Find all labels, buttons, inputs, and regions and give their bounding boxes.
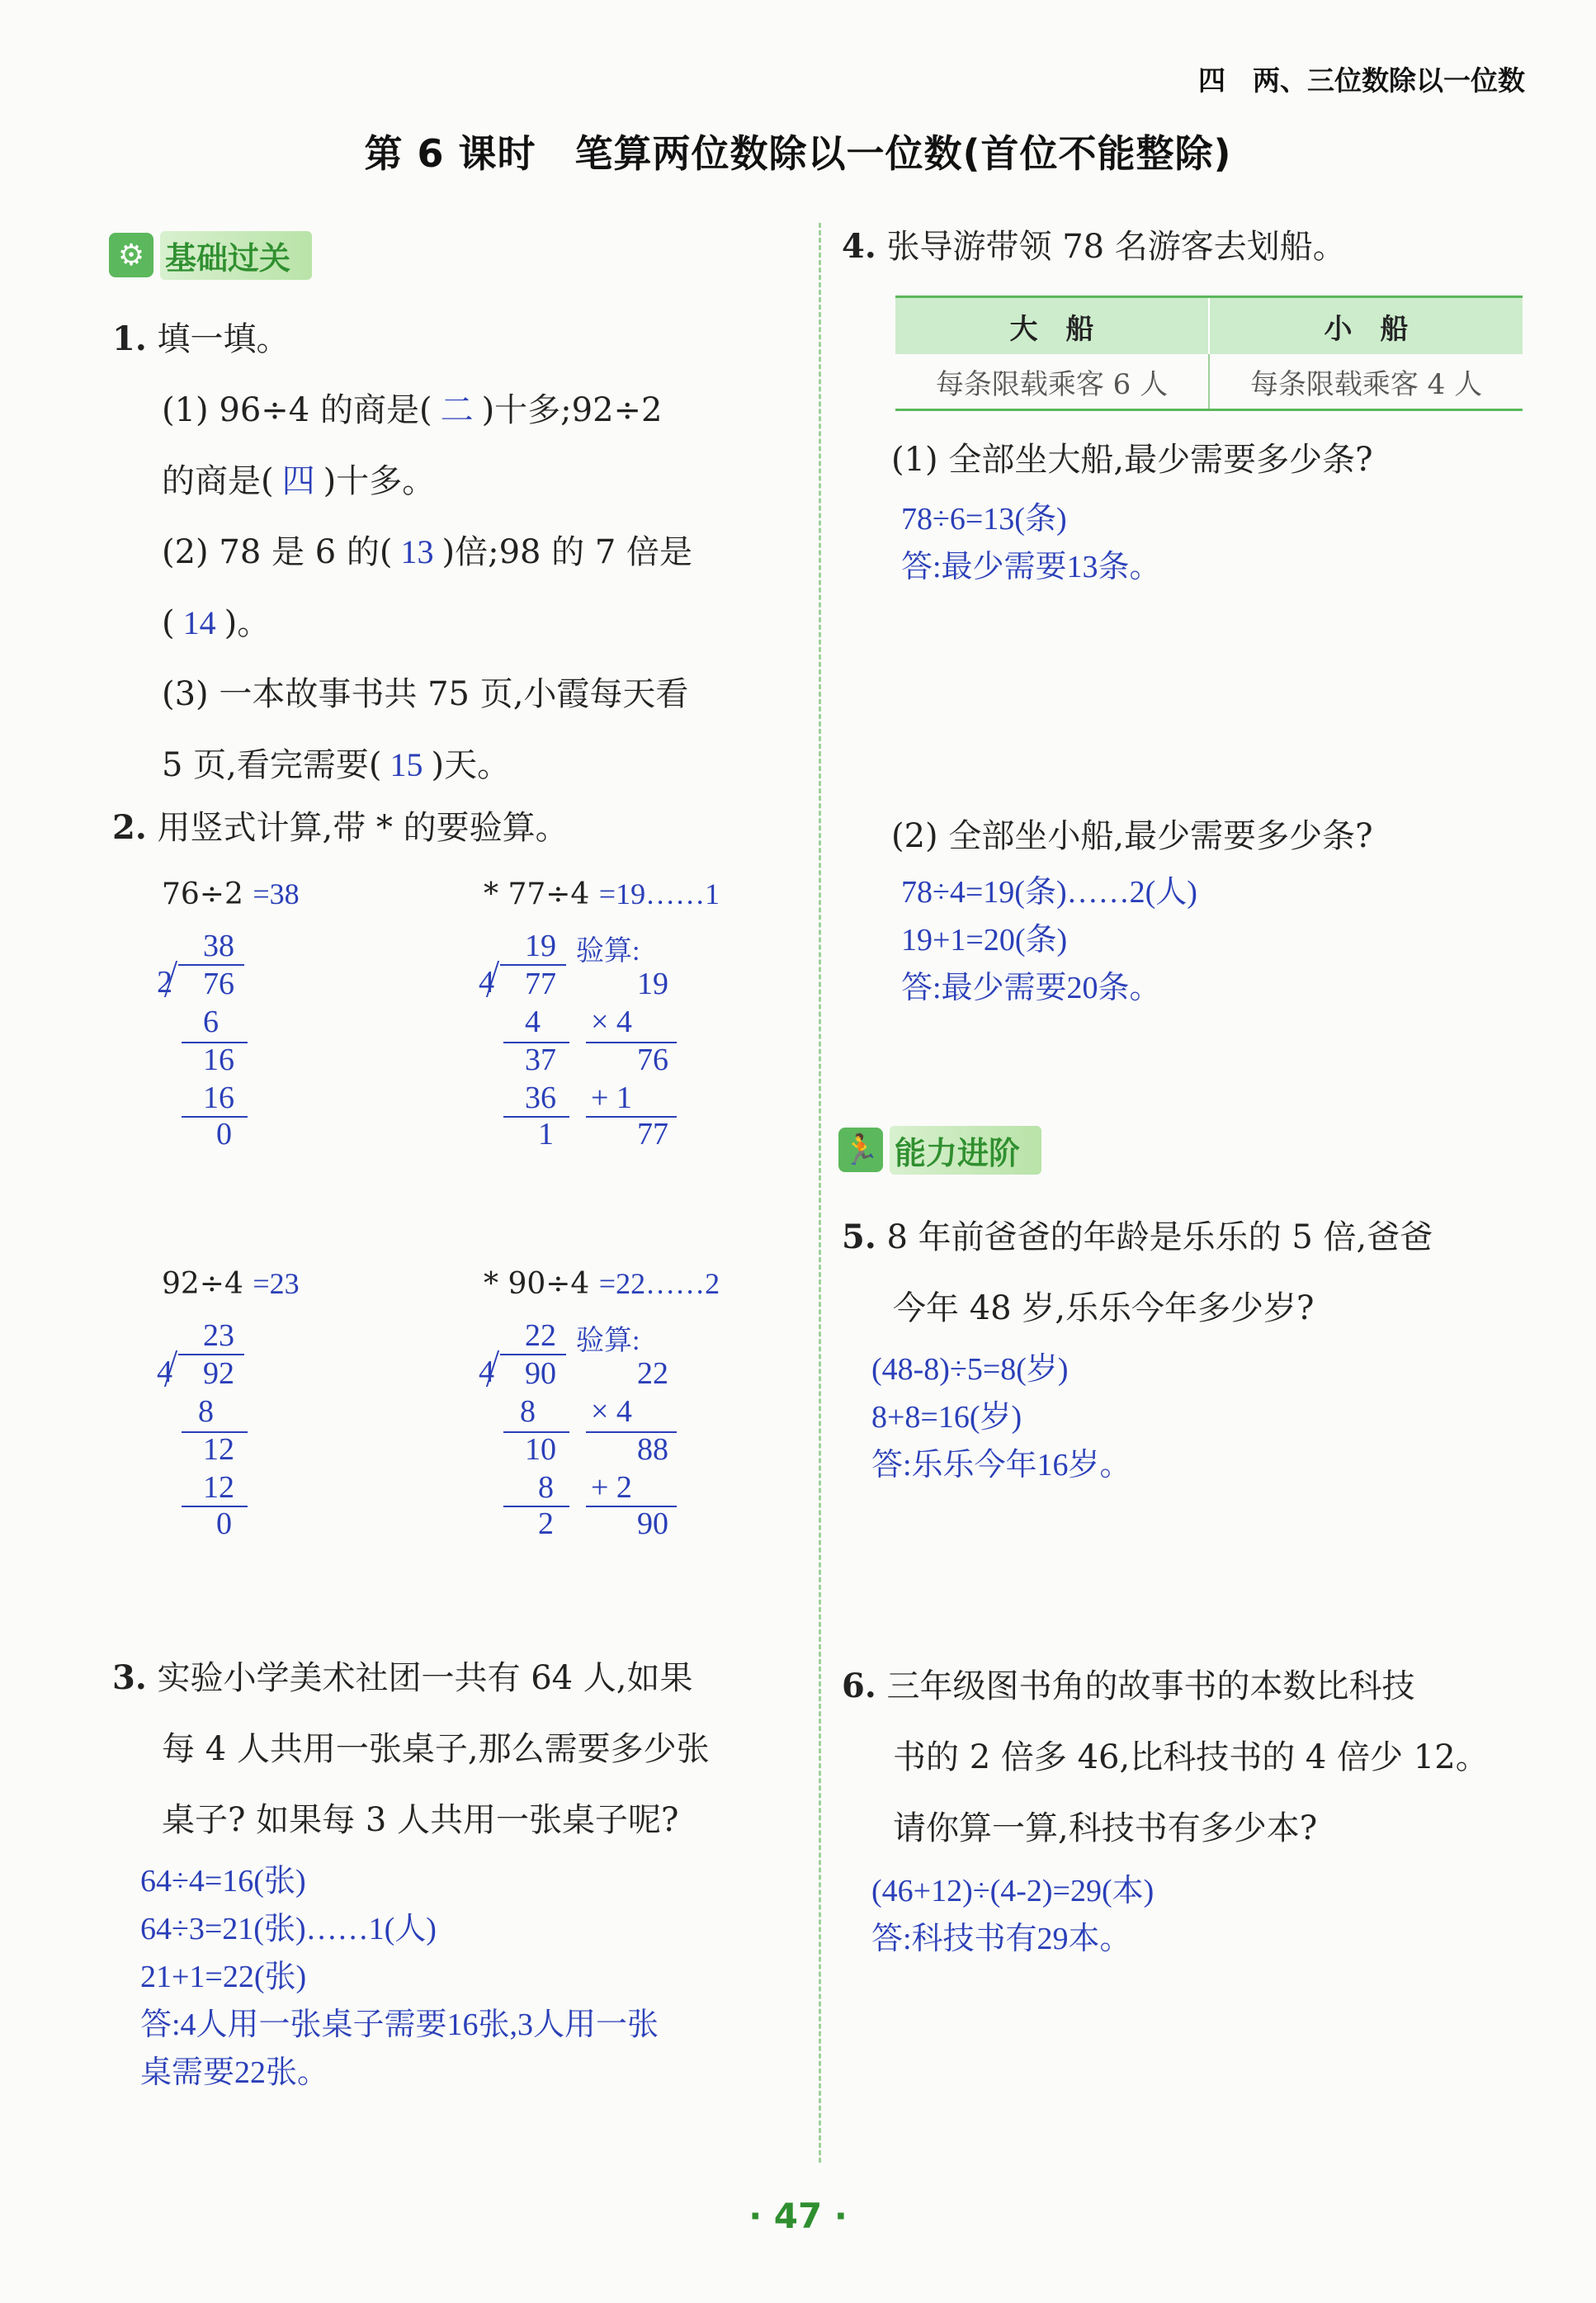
expression-result: =23 bbox=[253, 1267, 300, 1300]
question-number: 6. bbox=[842, 1667, 876, 1705]
long-division-2: 19 验算: 4 77 4 37 36 1 19 × 4 76 + 1 77 bbox=[479, 928, 693, 1159]
question-number: 5. bbox=[842, 1218, 876, 1256]
long-division-4: 22 验算: 4 90 8 10 8 2 22 × 4 88 + 2 90 bbox=[479, 1317, 693, 1549]
question-number: 2. bbox=[112, 808, 147, 847]
check-label: 验算: bbox=[576, 1326, 640, 1356]
q4-part-2: (2) 全部坐小船,最少需要多少条? bbox=[891, 817, 1373, 855]
expression-4: * 90÷4 =22……2 bbox=[484, 1267, 720, 1301]
q1-line-3: (2) 78 是 6 的( 13 )倍;98 的 7 倍是 bbox=[112, 517, 805, 588]
gear-icon: ⚙ bbox=[109, 233, 153, 277]
question-title: 填一填。 bbox=[157, 320, 290, 358]
q1-line-1: (1) 96÷4 的商是( 二 )十多;92÷2 bbox=[112, 375, 805, 446]
expression-result: =19……1 bbox=[598, 877, 720, 910]
question-3: 3. 实验小学美术社团一共有 64 人,如果 每 4 人共用一张桌子,那么需要多少张 桌子? 如果每 3 人共用一张桌子呢? bbox=[112, 1658, 710, 1839]
table-header-small-boat: 小 船 bbox=[1209, 297, 1523, 355]
running-figure-icon: 🏃 bbox=[838, 1128, 883, 1172]
question-1 bbox=[112, 304, 805, 801]
q5-answer: (48-8)÷5=8(岁) 8+8=16(岁) 答:乐乐今年16岁。 bbox=[871, 1352, 1131, 1483]
question-number: 4. bbox=[842, 227, 876, 266]
section-label: 能力进阶 bbox=[890, 1126, 1041, 1175]
expression-3: 92÷4 =23 bbox=[162, 1267, 300, 1301]
column-divider bbox=[819, 223, 821, 2163]
q1-line-2: 的商是( 四 )十多。 bbox=[112, 446, 805, 517]
question-5: 5. 8 年前爸爸的年龄是乐乐的 5 倍,爸爸 今年 48 岁,乐乐今年多少岁? bbox=[842, 1218, 1433, 1327]
question-2-title bbox=[112, 792, 569, 863]
q4-answer-1: 78÷6=13(条) 答:最少需要13条。 bbox=[901, 502, 1161, 584]
answer-blank: 13 bbox=[400, 533, 434, 570]
q3-answer: 64÷4=16(张) 64÷3=21(张)……1(人) 21+1=22(张) 答:4人用一张桌子需要16张,3人用一张 桌需要22张。 bbox=[140, 1864, 659, 2090]
long-division-3: 23 4 92 8 12 12 0 bbox=[157, 1317, 264, 1532]
expression-result: =38 bbox=[253, 877, 300, 910]
table-header-big-boat: 大 船 bbox=[895, 297, 1209, 355]
question-number: 1. bbox=[112, 319, 147, 358]
q1-line-4: ( 14 )。 bbox=[112, 588, 805, 659]
question-4-title: 4. 张导游带领 78 名游客去划船。 bbox=[842, 227, 1346, 266]
q1-line-5: (3) 一本故事书共 75 页,小霞每天看 bbox=[162, 675, 689, 713]
section-badge-advanced bbox=[838, 1124, 1041, 1175]
q6-answer: (46+12)÷(4-2)=29(本) 答:科技书有29本。 bbox=[871, 1874, 1155, 1956]
boat-table bbox=[895, 296, 1523, 411]
long-division-1: 38 2 76 6 16 16 0 bbox=[157, 928, 264, 1142]
expression-1: 76÷2 =38 bbox=[162, 877, 300, 911]
q4-part-1: (1) 全部坐大船,最少需要多少条? bbox=[891, 441, 1373, 479]
answer-blank: 四 bbox=[281, 462, 315, 499]
q4-answer-2: 78÷4=19(条)……2(人) 19+1=20(条) 答:最少需要20条。 bbox=[901, 875, 1197, 1005]
check-label: 验算: bbox=[576, 936, 640, 967]
lesson-title: 第 6 课时 笔算两位数除以一位数(首位不能整除) bbox=[364, 131, 1232, 176]
section-badge-basic bbox=[109, 229, 312, 281]
page-number: · 47 · bbox=[748, 2196, 848, 2236]
expression-result: =22……2 bbox=[598, 1267, 720, 1300]
answer-blank: 二 bbox=[440, 391, 474, 428]
table-cell: 每条限载乘客 6 人 bbox=[895, 354, 1209, 410]
expression-2: * 77÷4 =19……1 bbox=[484, 877, 720, 911]
question-title: 用竖式计算,带 * 的要验算。 bbox=[157, 809, 569, 847]
question-6: 6. 三年级图书角的故事书的本数比科技 书的 2 倍多 46,比科技书的 4 倍少 12。 请你算一算,科技书有多少本? bbox=[842, 1667, 1489, 1847]
section-label: 基础过关 bbox=[160, 231, 312, 280]
table-cell: 每条限载乘客 4 人 bbox=[1209, 354, 1523, 410]
answer-blank: 15 bbox=[390, 746, 423, 783]
chapter-title: 四 两、三位数除以一位数 bbox=[1198, 64, 1525, 97]
question-number: 3. bbox=[112, 1658, 147, 1697]
answer-blank: 14 bbox=[182, 604, 216, 641]
q1-line-6: 5 页,看完需要( 15 )天。 bbox=[112, 730, 805, 801]
